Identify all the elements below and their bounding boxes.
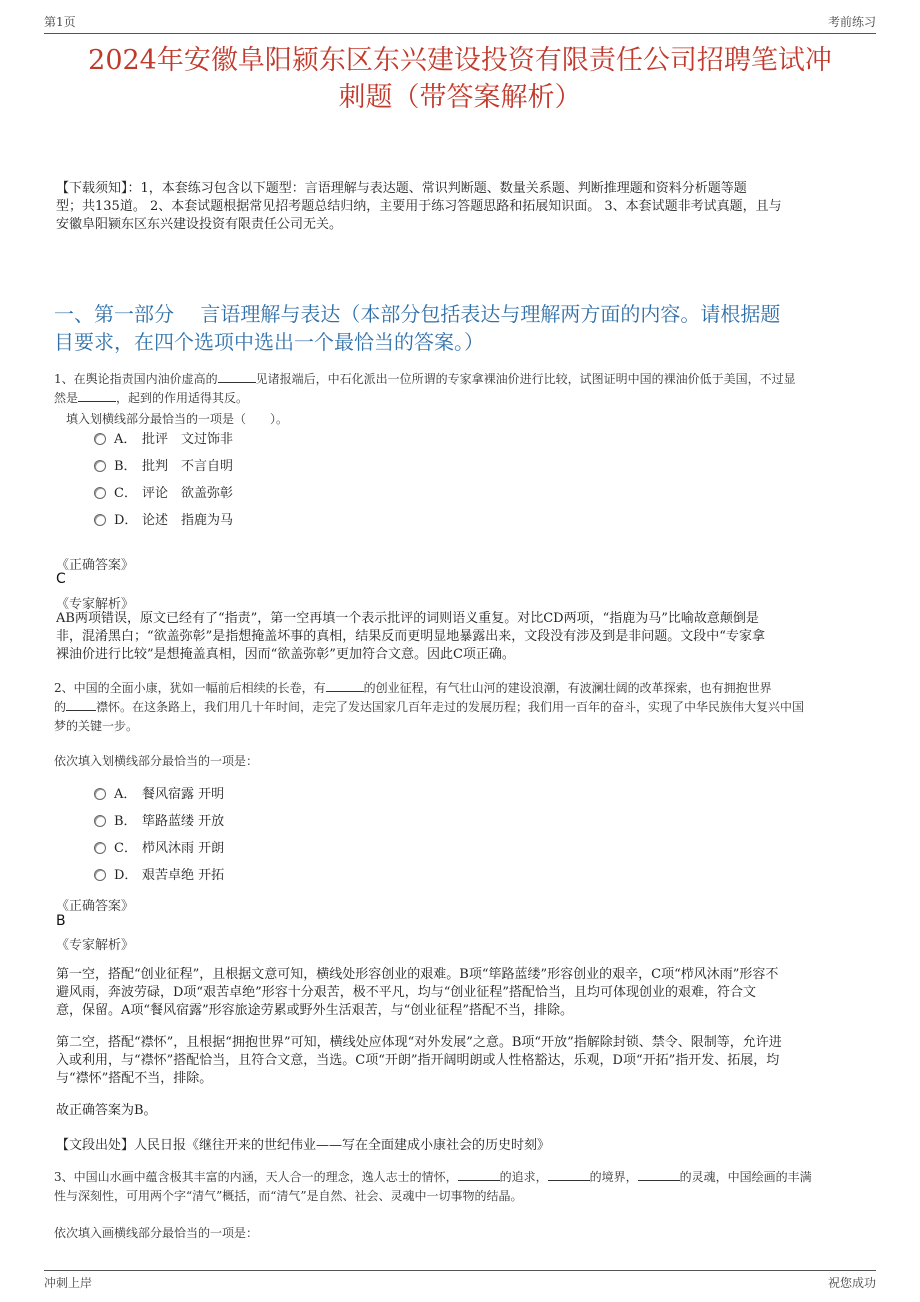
radio-icon[interactable]: [94, 487, 106, 499]
document-title: [50, 42, 870, 116]
header-tag: 考前练习: [827, 15, 876, 29]
analysis-line: 第一空，搭配“创业征程”，且根据文意可知，横线处形容创业的艰难。B项“筚路蓝缕”形容创业的艰辛，C项“栉风沐雨”形容不: [56, 967, 779, 982]
fill-blank: [326, 679, 364, 692]
q1-answer: C: [56, 571, 66, 587]
option-text: 评论 欲盖弥彰: [142, 486, 234, 501]
notice-line-3: 安徽阜阳颍东区东兴建设投资有限责任公司无关。: [56, 217, 343, 232]
q2-option-a[interactable]: [94, 786, 224, 804]
analysis-line: 避风雨，奔波劳碌，D项“艰苦卓绝”形容十分艰苦，极不平凡，均与“创业征程”搭配恰当，且均可体现创业的艰难，符合文: [56, 985, 757, 1000]
page-footer: [44, 1270, 876, 1291]
q2-text: 梦的关键一步。: [54, 719, 139, 733]
q1-option-d[interactable]: [94, 512, 233, 530]
q2-answer-label: 《正确答案》: [56, 899, 135, 914]
title-line-2: 刺题（带答案解析）: [338, 82, 582, 113]
q1-option-c[interactable]: [94, 485, 233, 503]
title-line-1: 2024年安徽阜阳颍东区东兴建设投资有限责任公司招聘笔试冲: [88, 45, 832, 76]
q1-option-b[interactable]: [94, 458, 233, 476]
analysis-line: 意，保留。A项“餐风宿露”形容旅途劳累或野外生活艰苦，与“创业征程”搭配不当，排除。: [56, 1003, 573, 1018]
option-key: D．: [114, 513, 138, 528]
option-key: A．: [114, 432, 137, 447]
fill-blank: [458, 1168, 500, 1181]
q2-conclusion: 故正确答案为B。: [56, 1103, 157, 1118]
fill-blank: [218, 370, 256, 383]
q1-text: 1、在舆论指责国内油价虚高的: [54, 372, 218, 386]
analysis-line: 非，混淆黑白；“欲盖弥彰”是指想掩盖坏事的真相，结果反而更明显地暴露出来，文段没有涉及到是非问题。文段中“专家拿: [56, 629, 765, 644]
fill-blank: [548, 1168, 590, 1181]
q3-text: 性与深刻性，可用两个字“清气”概括，而“清气”是自然、社会、灵魂中一切事物的结晶。: [54, 1189, 523, 1203]
q1-analysis-label: 《专家解析》: [56, 597, 135, 612]
question-2-stem: [54, 679, 866, 736]
q1-text: 然是: [54, 391, 79, 405]
notice-line-2: 型；共135道。 2、本套试题根据常见招考题总结归纳，主要用于练习答题思路和拓展知识面。 3、本套试题非考试真题，且与: [56, 199, 782, 214]
question-3-prompt: 依次填入画横线部分最恰当的一项是：: [54, 1226, 259, 1240]
q2-analysis-label: 《专家解析》: [56, 938, 135, 953]
analysis-line: 裸油价进行比较”是想掩盖真相，因而“欲盖弥彰”更加符合文意。因此C项正确。: [56, 647, 515, 662]
option-key: C．: [114, 841, 137, 856]
analysis-line: AB两项错误，原文已经有了“指责”，第一空再填一个表示批评的词则语义重复。对比CD两项，“指鹿为马”比喻故意颠倒是: [56, 611, 759, 626]
q2-text: 的: [54, 700, 67, 714]
question-1-stem: [54, 370, 866, 408]
q2-text: 襟怀。在这条路上，我们用几十年时间，走完了发达国家几百年走过的发展历程；我们用一百年的奋斗，实现了中华民族伟大复兴中国: [96, 700, 805, 714]
section-line-2: 目要求，在四个选项中选出一个最恰当的答案。）: [54, 330, 484, 354]
q1-text: 见诸报端后，中石化派出一位所谓的专家拿裸油价进行比较，试图证明中国的裸油价低于美国，不过显: [255, 372, 796, 386]
q2-text: 2、中国的全面小康，犹如一幅前后相续的长卷，有: [54, 681, 326, 695]
q2-answer: B: [56, 913, 66, 929]
fill-blank: [66, 698, 96, 711]
q1-text: ，起到的作用适得其反。: [116, 391, 249, 405]
q2-option-b[interactable]: [94, 813, 224, 831]
download-notice: [56, 180, 868, 234]
fill-blank: [638, 1168, 680, 1181]
option-key: C．: [114, 486, 137, 501]
q2-analysis-paragraph-2: [56, 1034, 866, 1088]
q1-answer-label: 《正确答案》: [56, 558, 135, 573]
question-1-prompt: 填入划横线部分最恰当的一项是（ ）。: [66, 412, 289, 426]
footer-left: 冲刺上岸: [44, 1276, 93, 1290]
question-2-prompt: 依次填入划横线部分最恰当的一项是：: [54, 754, 259, 768]
radio-icon[interactable]: [94, 514, 106, 526]
option-text: 栉风沐雨 开朗: [142, 841, 225, 856]
radio-icon[interactable]: [94, 788, 106, 800]
radio-icon[interactable]: [94, 815, 106, 827]
q2-option-d[interactable]: [94, 867, 224, 885]
section-line-1: 一、第一部分 言语理解与表达（本部分包括表达与理解两方面的内容。请根据题: [54, 302, 781, 326]
radio-icon[interactable]: [94, 869, 106, 881]
q3-text: 的灵魂，中国绘画的丰满: [679, 1170, 812, 1184]
option-text: 批评 文过饰非: [142, 432, 234, 447]
page-header: [44, 13, 876, 34]
option-key: B．: [114, 459, 137, 474]
option-text: 艰苦卓绝 开拓: [142, 868, 225, 883]
analysis-line: 第二空，搭配“襟怀”，且根据“拥抱世界”可知，横线处应体现“对外发展”之意。B项“开放”指解除封锁、禁令、限制等，允许进: [56, 1035, 782, 1050]
option-text: 论述 指鹿为马: [142, 513, 234, 528]
page-number: 第1页: [44, 15, 76, 29]
question-3-stem: [54, 1168, 868, 1206]
q3-text: 的境界，: [589, 1170, 638, 1184]
q1-analysis: [56, 610, 866, 664]
q2-option-c[interactable]: [94, 840, 224, 858]
radio-icon[interactable]: [94, 460, 106, 472]
option-text: 筚路蓝缕 开放: [142, 814, 225, 829]
q3-text: 的追求，: [499, 1170, 548, 1184]
option-key: B．: [114, 814, 137, 829]
q1-option-a[interactable]: [94, 431, 233, 449]
analysis-line: 入或利用，与“襟怀”搭配恰当，且符合文意，当选。C项“开朗”指开阔明朗或人性格豁达，乐观，D项“开拓”指开发、拓展，均: [56, 1053, 780, 1068]
option-key: D．: [114, 868, 138, 883]
q2-text: 的创业征程，有气壮山河的建设浪潮，有波澜壮阔的改革探索，也有拥抱世界: [363, 681, 772, 695]
fill-blank: [78, 389, 116, 402]
q3-text: 3、中国山水画中蕴含极其丰富的内涵，天人合一的理念，逸人志士的情怀，: [54, 1170, 458, 1184]
section-heading: [54, 300, 874, 356]
option-text: 餐风宿露 开明: [142, 787, 225, 802]
q2-analysis-paragraph-1: [56, 966, 866, 1020]
analysis-line: 与“襟怀”搭配不当，排除。: [56, 1071, 213, 1086]
radio-icon[interactable]: [94, 842, 106, 854]
q2-source: 【文段出处】人民日报《继往开来的世纪伟业——写在全面建成小康社会的历史时刻》: [56, 1138, 551, 1153]
footer-right: 祝您成功: [827, 1276, 876, 1290]
radio-icon[interactable]: [94, 433, 106, 445]
notice-line-1: 【下载须知】：1，本套练习包含以下题型：言语理解与表达题、常识判断题、数量关系题、判断推理题和资料分析题等题: [56, 181, 747, 196]
option-text: 批判 不言自明: [142, 459, 234, 474]
option-key: A．: [114, 787, 137, 802]
